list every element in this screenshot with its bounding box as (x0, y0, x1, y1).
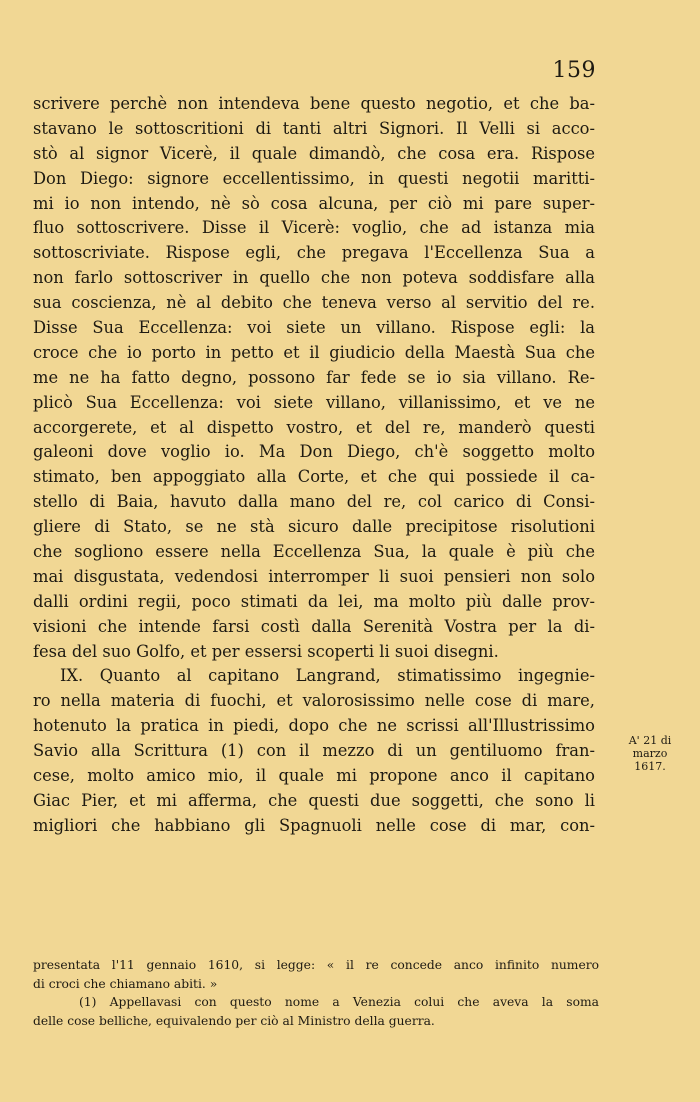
section-ix-line: IX. Quanto al capitano Langrand, stimatissimo ingegnie- (60, 666, 595, 686)
footnote-line: di croci che chiamano abiti. » (33, 976, 218, 991)
body-line: stimato, ben appoggiato alla Corte, et che qui possiede il ca- (33, 467, 595, 487)
body-line: me ne ha fatto degno, possono far fede se io sia villano. Re- (33, 367, 595, 387)
body-line: sottoscriviate. Rispose egli, che pregava l'Eccellenza Sua a (33, 243, 595, 263)
footnote-line: delle cose belliche, equivalendo per ciò al Ministro della guerra. (33, 1013, 435, 1028)
body-line: galeoni dove voglio io. Ma Don Diego, ch'è soggetto molto (33, 442, 595, 462)
margin-note-line: marzo (632, 747, 668, 760)
body-line: sua coscienza, nè al debito che teneva verso al servitio del re. (33, 293, 595, 313)
body-line: gliere di Stato, se ne stà sicuro dalle precipitose risolutioni (33, 517, 595, 537)
body-line: stello di Baia, havuto dalla mano del re, col carico di Consi- (33, 492, 595, 512)
margin-note (604, 734, 696, 773)
body-line: scrivere perchè non intendeva bene questo negotio, et che ba- (33, 94, 595, 113)
body-line: che sogliono essere nella Eccellenza Sua, la quale è più che (33, 542, 595, 562)
body-line: plicò Sua Eccellenza: voi siete villano, villanissimo, et ve ne (33, 392, 595, 412)
footnotes (33, 956, 599, 1030)
body-line: mai disgustata, vedendosi interromper li suoi pensieri non solo (33, 566, 595, 586)
body-line: visioni che intende farsi costì dalla Serenità Vostra per la di- (33, 616, 595, 636)
body-line: fluo sottoscrivere. Disse il Vicerè: voglio, che ad istanza mia (33, 218, 595, 238)
body-line: stavano le sottoscritioni di tanti altri Signori. Il Velli si acco- (33, 118, 595, 138)
body-line: Disse Sua Eccellenza: voi siete un villano. Rispose egli: la (33, 318, 595, 338)
section-ix-line: hotenuto la pratica in piedi, dopo che ne scrissi all'Illustrissimo (33, 716, 595, 736)
section-ix-line: Savio alla Scrittura (1) con il mezzo di un gentiluomo fran- (33, 741, 595, 761)
body-line: fesa del suo Golfo, et per essersi scoperti li suoi disegni. (33, 641, 499, 661)
body-line: croce che io porto in petto et il giudicio della Maestà Sua che (33, 342, 595, 362)
section-ix-line: Giac Pier, et mi afferma, che questi due soggetti, che sono li (33, 790, 595, 810)
section-ix-line: migliori che habbiano gli Spagnuoli nelle cose di mar, con- (33, 815, 595, 835)
margin-note-line: A' 21 di (628, 734, 672, 747)
body-text (33, 92, 595, 839)
body-line: Don Diego: signore eccellentissimo, in questi negotii maritti- (33, 168, 595, 188)
body-line: dalli ordini regii, poco stimati da lei, ma molto più dalle prov- (33, 591, 595, 611)
body-line: accorgerete, et al dispetto vostro, et del re, manderò questi (33, 417, 595, 437)
body-line: non farlo sottoscriver in quello che non poteva soddisfare alla (33, 268, 595, 288)
body-line: mi io non intendo, nè sò cosa alcuna, per ciò mi pare super- (33, 193, 595, 213)
margin-note-line: 1617. (634, 760, 666, 773)
footnote-line: (1) Appellavasi con questo nome a Venezia colui che aveva la soma (79, 995, 599, 1010)
page-number: 159 (552, 58, 596, 83)
section-ix-line: ro nella materia di fuochi, et valorosissimo nelle cose di mare, (33, 691, 595, 711)
body-line: stò al signor Vicerè, il quale dimandò, che cosa era. Rispose (33, 143, 595, 163)
footnote-line: presentata l'11 gennaio 1610, si legge: « il re concede anco infinito numero (33, 958, 599, 972)
section-ix-line: cese, molto amico mio, il quale mi propone anco il capitano (33, 766, 595, 786)
